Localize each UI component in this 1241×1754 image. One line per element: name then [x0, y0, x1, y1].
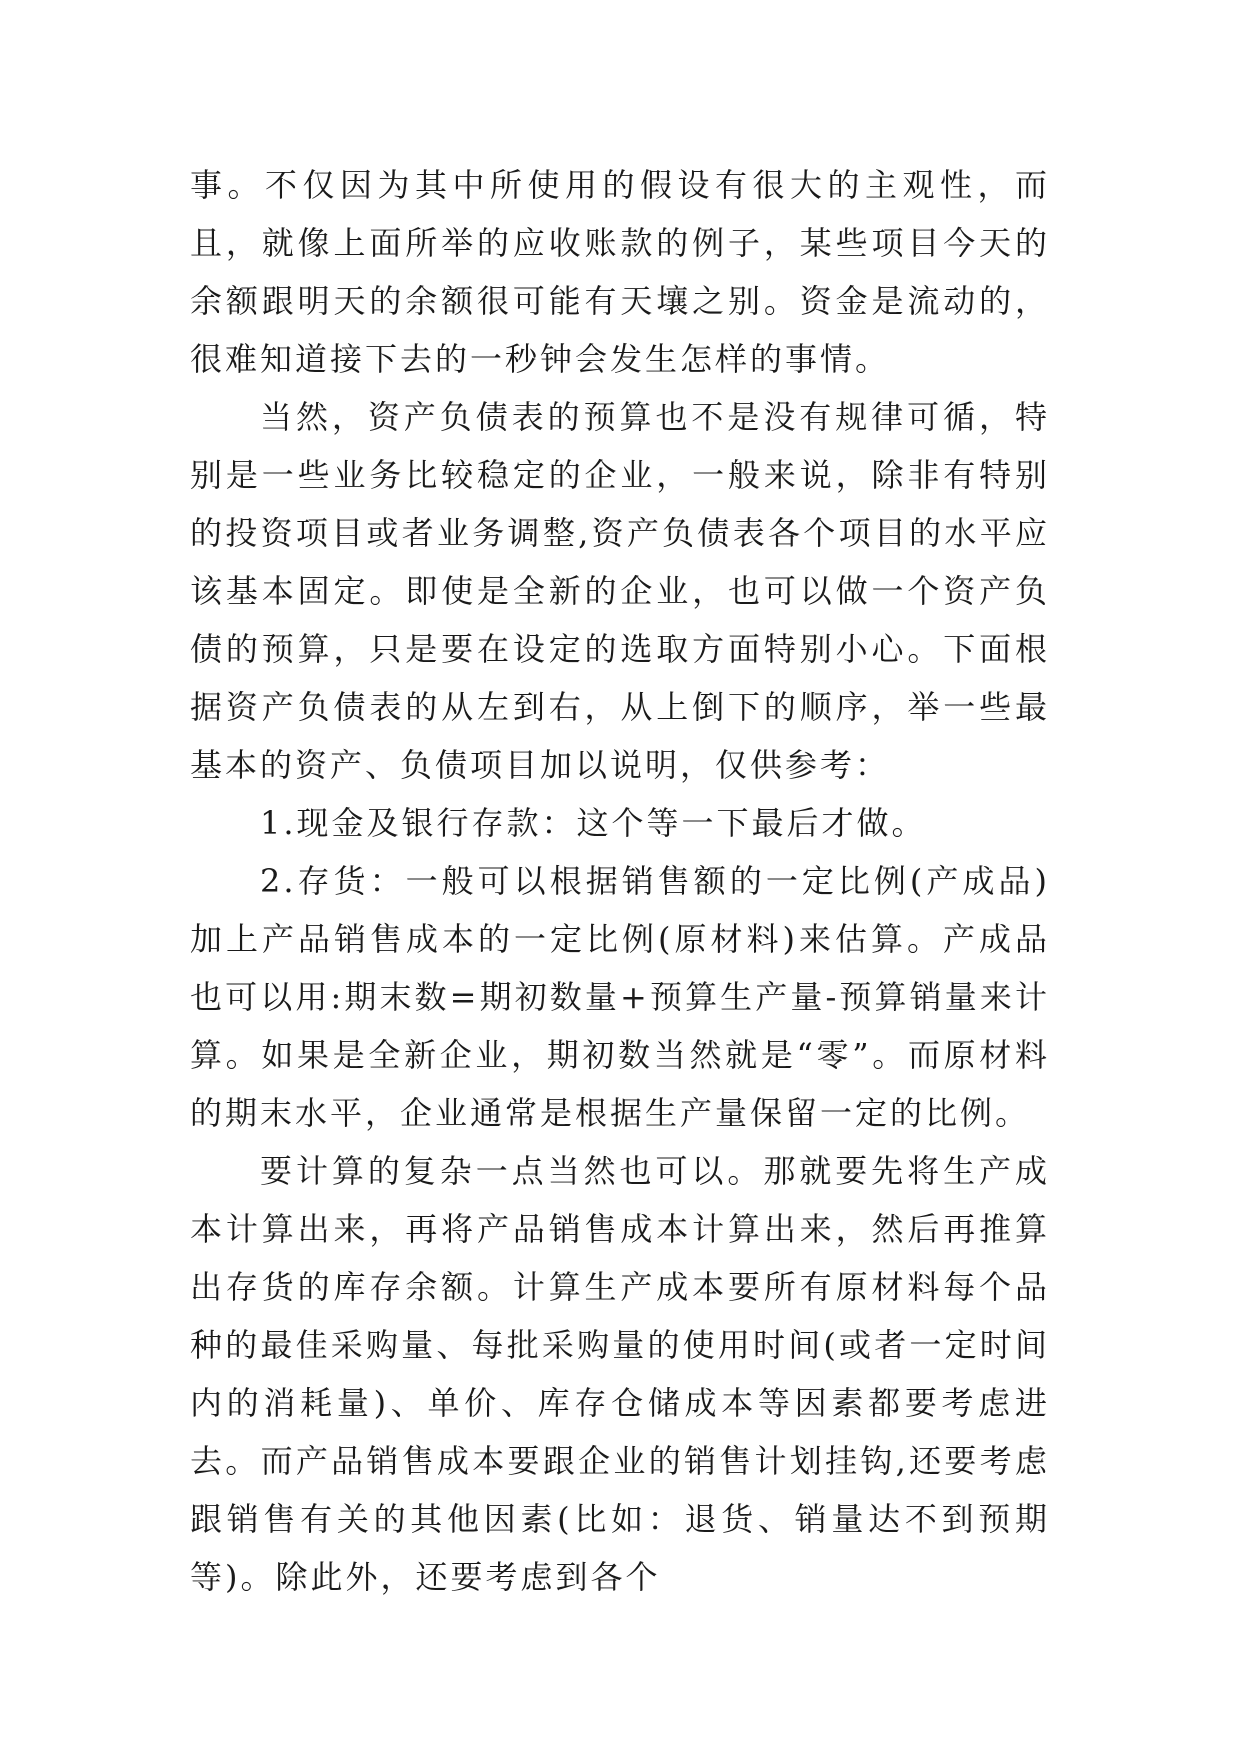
paragraph-5: 要计算的复杂一点当然也可以。那就要先将生产成本计算出来，再将产品销售成本计算出来，然后再推算出存货的库存余额。计算生产成本要所有原材料每个品种的最佳采购量、每批采购量的使用时间(或者一定时间内的消耗量)、单价、库存仓储成本等因素都要考虑进去。而产品销售成本要跟企业的销售计划挂钩,还要考虑跟销售有关的其他因素(比如：退货、销量达不到预期等)。除此外，还要考虑到各个	[190, 1152, 1050, 1596]
paragraph-2: 当然，资产负债表的预算也不是没有规律可循，特别是一些业务比较稳定的企业，一般来说，除非有特别的投资项目或者业务调整,资产负债表各个项目的水平应该基本固定。即使是全新的企业，也可以做一个资产负债的预算，只是要在设定的选取方面特别小心。下面根据资产负债表的从左到右，从上倒下的顺序，举一些最基本的资产、负债项目加以说明，仅供参考：	[190, 398, 1050, 784]
paragraph-3: 1.现金及银行存款：这个等一下最后才做。	[260, 804, 927, 842]
paragraph-1: 事。不仅因为其中所使用的假设有很大的主观性，而且，就像上面所举的应收账款的例子，某些项目今天的余额跟明天的余额很可能有天壤之别。资金是流动的，很难知道接下去的一秒钟会发生怎样的事情。	[190, 166, 1050, 378]
body-text	[190, 156, 1050, 1606]
paragraph-4: 2.存货：一般可以根据销售额的一定比例(产成品)加上产品销售成本的一定比例(原材料)来估算。产成品也可以用:期末数=期初数量+预算生产量-预算销量来计算。如果是全新企业，期初数当然就是“零”。而原材料的期末水平，企业通常是根据生产量保留一定的比例。	[190, 862, 1050, 1132]
